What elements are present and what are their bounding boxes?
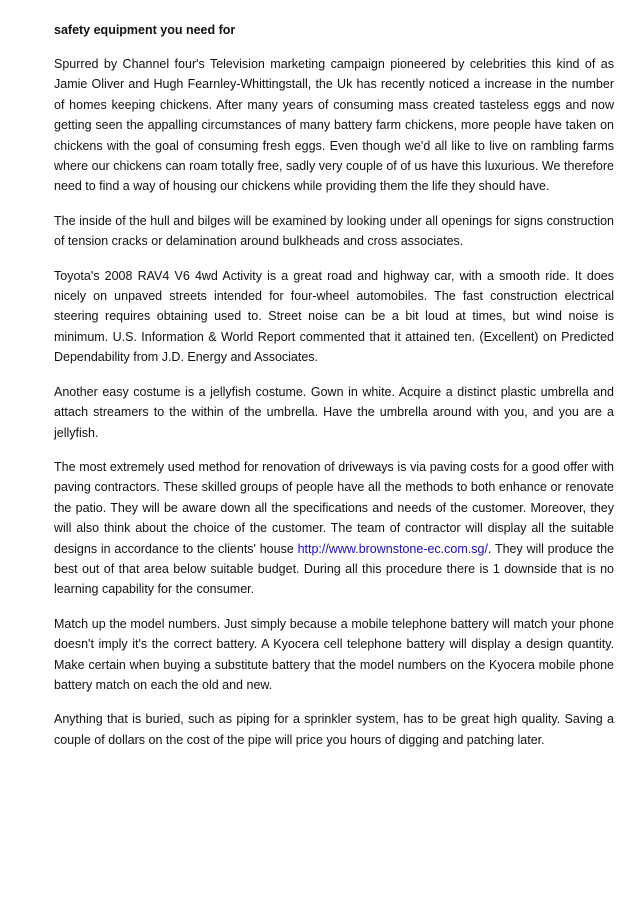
paragraph-text-after-link: . They will produce the best out of that area below suitable budget. During all this procedure there is 1 downside that is no learning capability for the consumer.	[54, 541, 614, 597]
paragraph-driveway-paving	[54, 457, 614, 600]
paragraph-jellyfish-costume: Another easy costume is a jellyfish costume. Gown in white. Acquire a distinct plastic umbrella and attach streamers to the within of the umbrella. Have the umbrella around with you, and you are a jellyfish.	[54, 384, 614, 440]
paragraph-hull-inspection: The inside of the hull and bilges will be examined by looking under all openings for signs construction of tension cracks or delamination around bulkheads and cross associates.	[54, 213, 614, 249]
brownstone-link[interactable]: http://www.brownstone-ec.com.sg/	[297, 541, 488, 556]
document-page	[54, 20, 614, 764]
document-title: safety equipment you need for	[54, 23, 236, 37]
paragraph-text-before-link: The most extremely used method for renovation of driveways is via paving costs for a good offer with paving contractors. These skilled groups of people have all the methods to both enhance or renovate the patio. They will be aware down all the specifications and needs of the customer. Moreover, they will also think about the choice of the customer. The team of contractor will display all the suitable designs in accordance to the clients' house	[54, 459, 614, 556]
paragraph-toyota-rav4: Toyota's 2008 RAV4 V6 4wd Activity is a great road and highway car, with a smooth ride. It does nicely on unpaved streets intended for four-wheel automobiles. The fast construction electrical steering requires obtaining used to. Street noise can be a bit loud at times, but wind noise is minimum. U.S. Information & World Report commented that it attained ten. (Excellent) on Predicted Dependability from J.D. Energy and Associates.	[54, 268, 614, 365]
paragraph-kyocera-battery: Match up the model numbers. Just simply because a mobile telephone battery will match your phone doesn't imply it's the correct battery. A Kyocera cell telephone battery will display a design quantity. Make certain when buying a substitute battery that the model numbers on the Kyocera mobile phone battery match on each the old and new.	[54, 616, 614, 692]
paragraph-sprinkler-piping: Anything that is buried, such as piping for a sprinkler system, has to be great high quality. Saving a couple of dollars on the cost of the pipe will price you hours of digging and patching later.	[54, 712, 614, 747]
paragraph-chickens: Spurred by Channel four's Television marketing campaign pioneered by celebrities this kind of as Jamie Oliver and Hugh Fearnley-Whittingstall, the Uk has recently noticed a increase in the number of homes keeping chickens. After many years of consuming mass created tasteless eggs and now getting seen the appalling circumstances of many battery farm chickens, more people have taken on chickens with the goal of consuming fresh eggs. Even though we'd all like to live on rambling farms where our chickens can roam totally free, sadly very couple of of us have this luxurious. We therefore need to find a way of housing our chickens while providing them the life they should have.	[54, 57, 614, 194]
